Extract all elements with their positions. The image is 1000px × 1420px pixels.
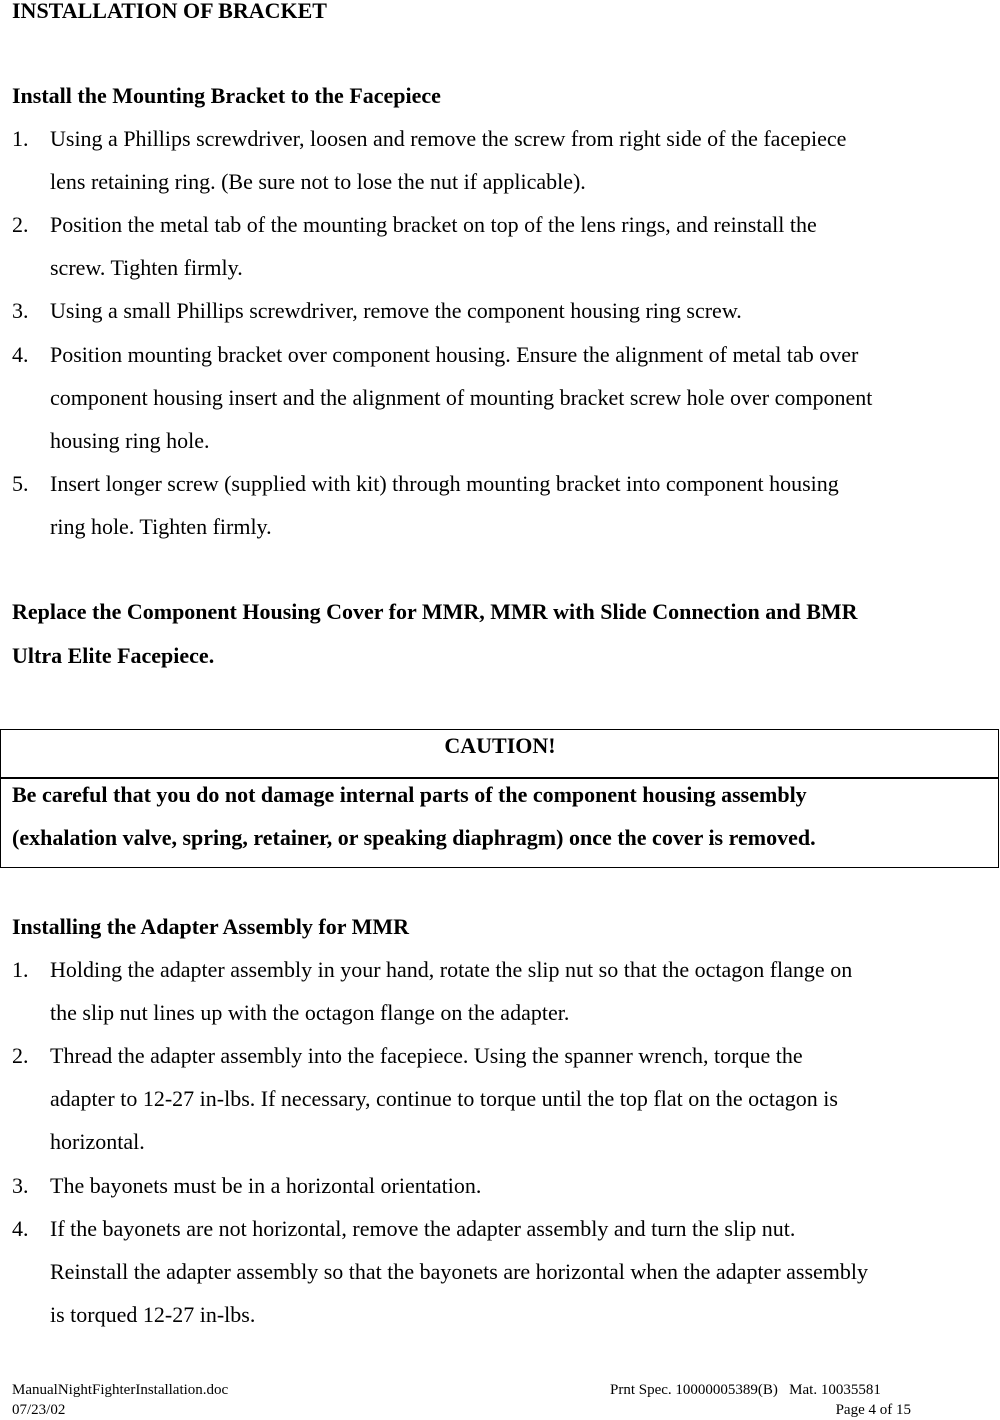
list-item-text: screw. Tighten firmly. bbox=[50, 255, 243, 281]
list-item-text: the slip nut lines up with the octagon flange on the adapter. bbox=[50, 1000, 570, 1026]
section-heading-replace-cover: Replace the Component Housing Cover for MMR, MMR with Slide Connection and BMR bbox=[12, 599, 858, 624]
list-item-number: 1. bbox=[12, 126, 29, 151]
list-item-text: Holding the adapter assembly in your hand, rotate the slip nut so that the octagon flange on bbox=[50, 957, 853, 982]
list-item-text: Using a Phillips screwdriver, loosen and remove the screw from right side of the facepiece bbox=[50, 126, 847, 151]
section-heading-install-bracket: Install the Mounting Bracket to the Facepiece bbox=[12, 83, 441, 108]
list-item-number: 2. bbox=[12, 212, 29, 238]
list-item-number: 3. bbox=[12, 1172, 29, 1198]
list-item-text: ring hole. Tighten firmly. bbox=[50, 513, 272, 539]
list-item-text: Using a small Phillips screwdriver, remove the component housing ring screw. bbox=[50, 298, 742, 324]
document-title: INSTALLATION OF BRACKET bbox=[12, 0, 327, 23]
list-item-number: 4. bbox=[12, 341, 29, 367]
footer-date: 07/23/02 bbox=[12, 1402, 66, 1418]
caution-text-line2: (exhalation valve, spring, retainer, or speaking diaphragm) once the cover is removed. bbox=[12, 825, 816, 850]
list-item-text: Insert longer screw (supplied with kit) through mounting bracket into component housing bbox=[50, 470, 839, 496]
list-item-number: 3. bbox=[12, 298, 29, 324]
list-item-text: is torqued 12-27 in-lbs. bbox=[50, 1301, 256, 1327]
footer-filename: ManualNightFighterInstallation.doc bbox=[12, 1382, 229, 1398]
list-item-text: If the bayonets are not horizontal, remove the adapter assembly and turn the slip nut. bbox=[50, 1215, 796, 1241]
list-item-text: Position the metal tab of the mounting bracket on top of the lens rings, and reinstall the bbox=[50, 212, 817, 238]
list-item-text: The bayonets must be in a horizontal orientation. bbox=[50, 1172, 482, 1198]
list-item-text: horizontal. bbox=[50, 1129, 145, 1155]
list-item-text: lens retaining ring. (Be sure not to lose the nut if applicable). bbox=[50, 169, 586, 195]
list-item-text: Position mounting bracket over component housing. Ensure the alignment of metal tab over bbox=[50, 341, 859, 367]
footer-spec: Prnt Spec. 10000005389(B) Mat. 10035581 bbox=[610, 1382, 881, 1398]
list-item-text: adapter to 12-27 in-lbs. If necessary, continue to torque until the top flat on the octagon is bbox=[50, 1086, 838, 1112]
section-heading-adapter-assembly: Installing the Adapter Assembly for MMR bbox=[12, 914, 410, 939]
section-heading-replace-cover-line2: Ultra Elite Facepiece. bbox=[12, 643, 215, 668]
caution-text: Be careful that you do not damage internal parts of the component housing assembly bbox=[12, 782, 807, 807]
list-item-number: 4. bbox=[12, 1215, 29, 1241]
list-item-number: 2. bbox=[12, 1043, 29, 1069]
list-item-text: component housing insert and the alignment of mounting bracket screw hole over component bbox=[50, 384, 873, 410]
list-item-text: Thread the adapter assembly into the facepiece. Using the spanner wrench, torque the bbox=[50, 1043, 803, 1069]
list-item-text: housing ring hole. bbox=[50, 427, 210, 453]
caution-divider bbox=[1, 777, 998, 779]
list-item-number: 1. bbox=[12, 957, 29, 982]
footer-page-number: Page 4 of 15 bbox=[835, 1402, 911, 1418]
caution-title: CAUTION! bbox=[444, 733, 556, 758]
list-item-number: 5. bbox=[12, 470, 29, 496]
list-item-text: Reinstall the adapter assembly so that the bayonets are horizontal when the adapter assembly bbox=[50, 1258, 869, 1284]
